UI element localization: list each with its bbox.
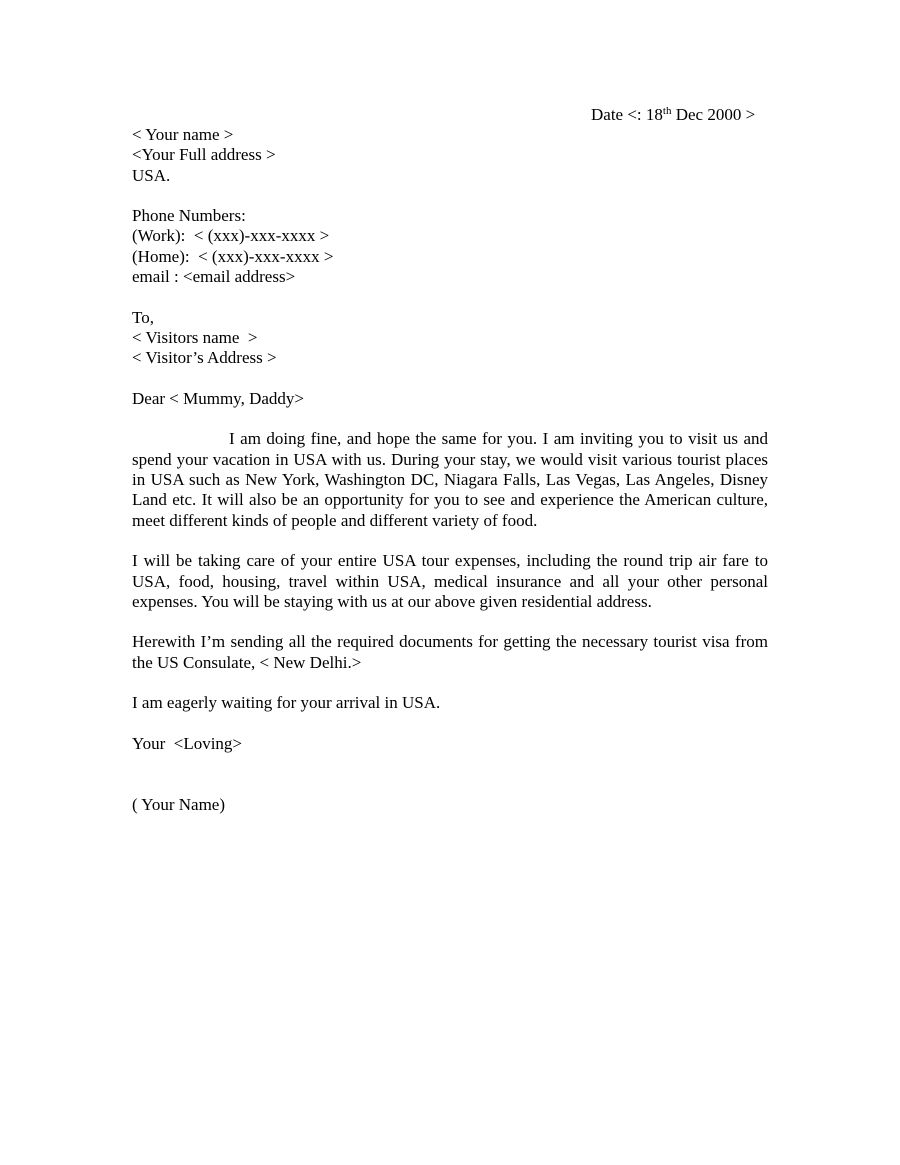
recipient-to: To, (132, 307, 154, 327)
date-ordinal-suffix: th (662, 105, 672, 117)
date-prefix: Date <: 18 (591, 105, 663, 124)
spacer (132, 287, 768, 307)
paragraph-waiting: I am eagerly waiting for your arrival in USA. (132, 693, 441, 713)
sender-country: USA. (132, 165, 171, 185)
spacer (132, 531, 768, 551)
paragraph-expenses: I will be taking care of your entire USA tour expenses, including the round trip air fare to USA, food, housing, travel within USA, medical insurance and all your other personal expenses. You will be staying with us at our above given residential address. (132, 551, 768, 611)
phone-home: (Home): < (xxx)-xxx-xxxx > (132, 246, 334, 266)
spacer (132, 714, 768, 734)
spacer (132, 186, 768, 206)
signature-name: ( Your Name) (132, 794, 226, 814)
phone-work: (Work): < (xxx)-xxx-xxxx > (132, 226, 330, 246)
letter-body (132, 125, 768, 815)
signature-space (132, 754, 768, 795)
spacer (132, 369, 768, 389)
date-suffix: Dec 2000 > (671, 105, 756, 124)
spacer (132, 612, 768, 632)
letter-date (591, 104, 755, 126)
spacer (132, 409, 768, 429)
paragraph-invitation: I am doing fine, and hope the same for you. I am inviting you to visit us and spend your vacation in USA with us. During your stay, we would visit various tourist places in USA such as New York, Washington DC, Niagara Falls, Las Vegas, Las Angeles, Disney Land etc. It will also be an opportunity for you to see and experience the American culture, meet different kinds of people and different variety of food. (132, 429, 768, 530)
email-line: email : <email address> (132, 267, 296, 287)
sender-address: <Your Full address > (132, 145, 276, 165)
closing: Your <Loving> (132, 733, 243, 753)
phone-heading: Phone Numbers: (132, 206, 246, 226)
recipient-name: < Visitors name > (132, 327, 258, 347)
spacer (132, 673, 768, 693)
salutation: Dear < Mummy, Daddy> (132, 388, 304, 408)
sender-name: < Your name > (132, 125, 234, 144)
recipient-address: < Visitor’s Address > (132, 348, 277, 368)
paragraph-documents: Herewith I’m sending all the required documents for getting the necessary tourist visa from the US Consulate, < New Delhi.> (132, 632, 768, 672)
